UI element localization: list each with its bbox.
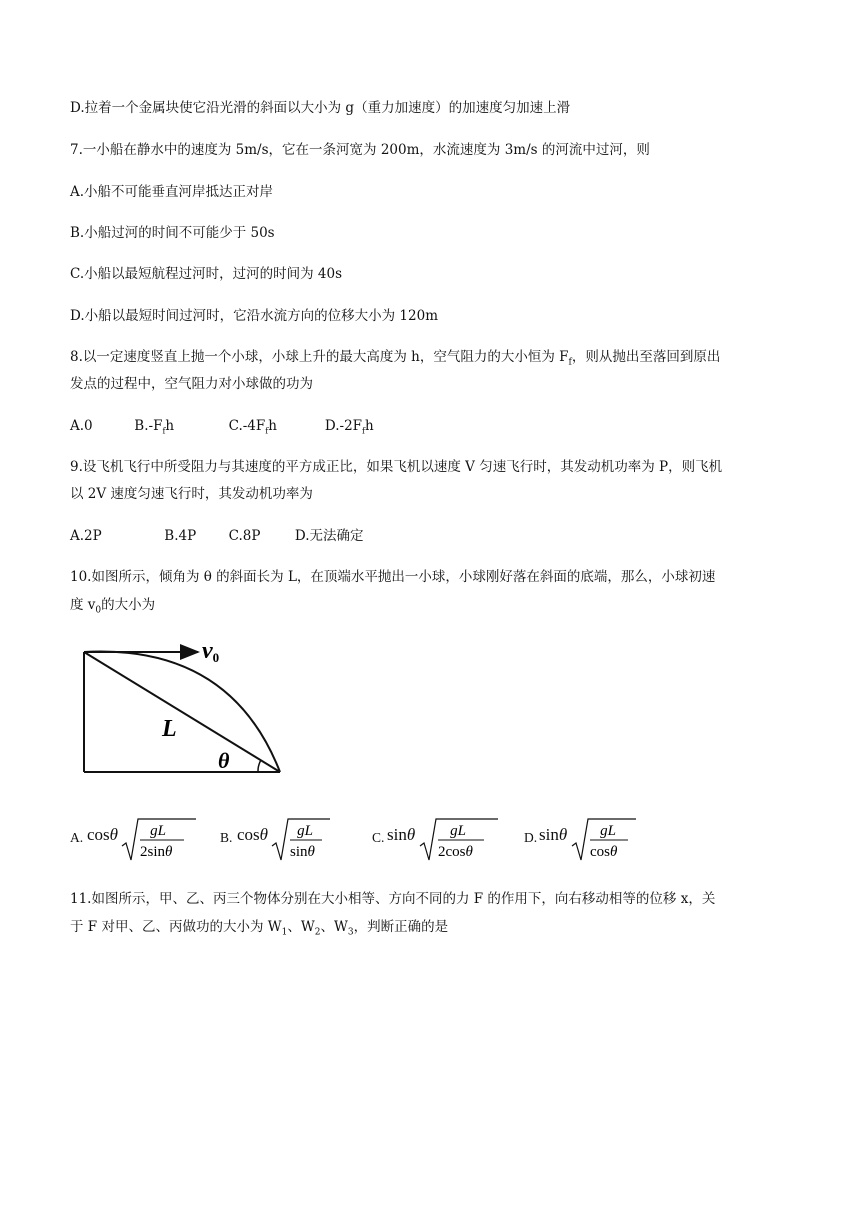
q8-options bbox=[70, 417, 374, 441]
svg-text:cosθ: cosθ bbox=[590, 844, 618, 860]
svg-text:2cosθ: 2cosθ bbox=[438, 844, 473, 860]
q8-text-rest: ，则从抛出至落回到原出 bbox=[571, 349, 721, 365]
incline-line bbox=[84, 652, 280, 772]
angle-arc bbox=[258, 760, 261, 772]
q9-stem-line1: 9.设飞机飞行中所受阻力与其速度的平方成正比，如果飞机以速度 V 匀速飞行时，其发动机功率为 P，则飞机 bbox=[70, 459, 723, 475]
q9-option-c: C.8P bbox=[228, 528, 261, 544]
svg-text:sinθ: sinθ bbox=[290, 844, 315, 860]
sqrt-fraction-c bbox=[418, 816, 502, 864]
q7-option-b: B.小船过河的时间不可能少于 50s bbox=[70, 225, 275, 241]
q10-options: A. cosθ gL 2sinθ B. cosθ gL sinθ C. sinθ gL 2cosθ D. sinθ gL cosθ bbox=[70, 816, 710, 864]
q8-option-b: $B.-F_fh$ bbox=[134, 418, 175, 436]
incline-figure bbox=[70, 636, 300, 780]
svg-text:gL: gL bbox=[600, 823, 616, 839]
q7-stem: 7.一小船在静水中的速度为 5m/s，它在一条河宽为 200m，水流速度为 3m/s 的河流中过河，则 bbox=[70, 142, 650, 158]
incline-diagram bbox=[70, 636, 300, 776]
q9-stem-line2: 以 2V 速度匀速飞行时，其发动机功率为 bbox=[70, 486, 313, 502]
q8-option-c: $C.-4F_fh$ bbox=[228, 418, 277, 436]
q8-option-d: $D.-2F_fh$ bbox=[324, 418, 374, 436]
q11-stem-line2: 于 F 对甲、乙、丙做功的大小为 $W_1$、$W_2$、$W_3$，判断正确的是 bbox=[70, 919, 449, 938]
q6-option-d: D.拉着一个金属块使它沿光滑的斜面以大小为 g（重力加速度）的加速度匀加速上滑 bbox=[70, 100, 571, 116]
svg-text:gL: gL bbox=[450, 823, 466, 839]
q7-option-a: A.小船不可能垂直河岸抵达正对岸 bbox=[70, 184, 274, 200]
sqrt-fraction-d bbox=[570, 816, 650, 864]
q10-stem-line2: 度 $v_0$的大小为 bbox=[70, 597, 156, 616]
q10-stem-line1: 10.如图所示，倾角为 θ 的斜面长为 L，在顶端水平抛出一小球，小球刚好落在斜面的底端，那么，小球初速 bbox=[70, 569, 716, 585]
q8-sub: f bbox=[568, 357, 572, 368]
q8-option-a: A.0 bbox=[70, 418, 93, 434]
q8-text: 8.以一定速度竖直上抛一个小球，小球上升的最大高度为 h，空气阻力的大小恒为 F bbox=[70, 349, 569, 365]
svg-text:2sinθ: 2sinθ bbox=[140, 844, 173, 860]
L-label: L bbox=[162, 716, 177, 742]
q9-option-b: B.4P bbox=[164, 528, 197, 544]
q8-stem-line1 bbox=[70, 348, 720, 372]
q7-option-c: C.小船以最短航程过河时，过河的时间为 40s bbox=[70, 266, 343, 282]
q8-stem-line2: 发点的过程中，空气阻力对小球做的功为 bbox=[70, 376, 313, 392]
sqrt-fraction-b bbox=[270, 816, 350, 864]
v0-label: v0 bbox=[202, 638, 220, 665]
q9-option-a: A.2P bbox=[70, 528, 102, 544]
svg-text:gL: gL bbox=[150, 823, 166, 839]
q9-option-d: D.无法确定 bbox=[294, 528, 364, 544]
q11-stem-line1: 11.如图所示，甲、乙、丙三个物体分别在大小相等、方向不同的力 F 的作用下，向右移动相等的位移 x，关 bbox=[70, 891, 716, 907]
theta-label: θ bbox=[218, 748, 230, 773]
q7-option-d: D.小船以最短时间过河时，它沿水流方向的位移大小为 120m bbox=[70, 308, 438, 324]
q9-options bbox=[70, 527, 364, 545]
svg-text:gL: gL bbox=[297, 823, 313, 839]
sqrt-fraction-a bbox=[120, 816, 200, 864]
